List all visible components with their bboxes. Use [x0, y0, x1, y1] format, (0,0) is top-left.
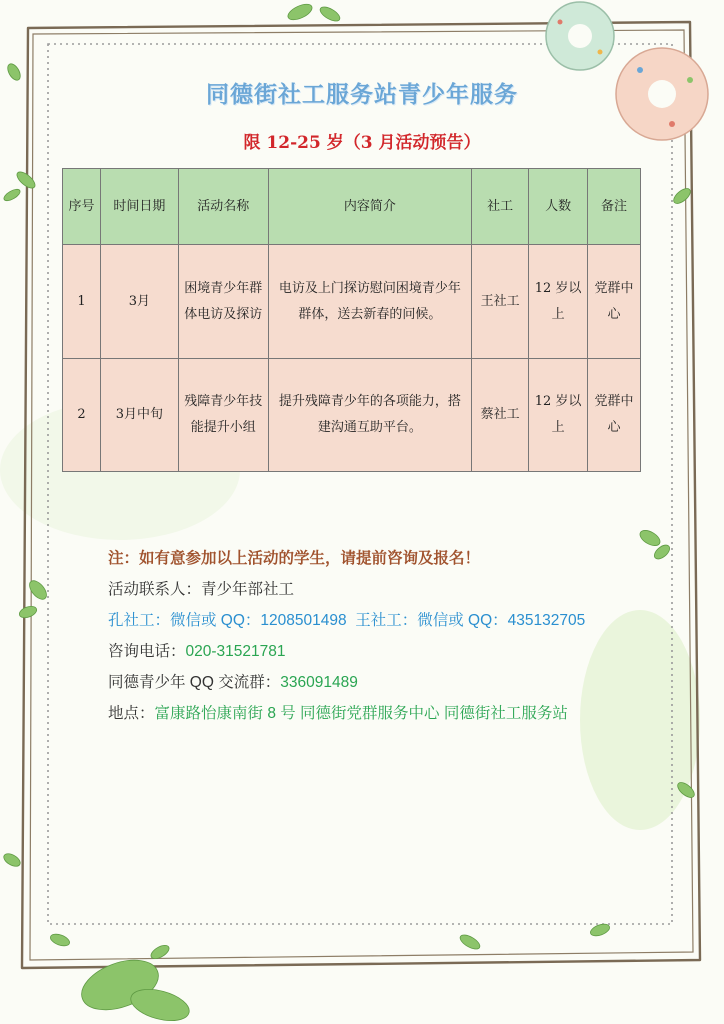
table-row: [63, 245, 641, 359]
wechat-line: [108, 605, 585, 636]
cell-intro: 电访及上门探访慰问困境青少年群体，送去新春的问候。: [268, 245, 472, 359]
qq-group-line: [108, 667, 585, 698]
cell-no: 2: [63, 359, 101, 472]
address-label: 地点：: [108, 705, 155, 722]
cell-worker: 蔡社工: [472, 359, 529, 472]
column-header: 备注: [588, 169, 641, 245]
cell-date: 3月中旬: [100, 359, 178, 472]
column-header: 人数: [529, 169, 588, 245]
phone-line: [108, 636, 585, 667]
table-row: [63, 359, 641, 472]
cell-no: 1: [63, 245, 101, 359]
cell-name: 困境青少年群体电访及探访: [178, 245, 268, 359]
cell-note: 党群中心: [588, 359, 641, 472]
page-title: 同德街社工服务站青少年服务: [206, 82, 518, 108]
cell-note: 党群中心: [588, 245, 641, 359]
cell-people: 12 岁以上: [529, 245, 588, 359]
column-header: 活动名称: [178, 169, 268, 245]
contact-label: 活动联系人：: [108, 581, 202, 598]
wechat-wang: 王社工：微信或 QQ：435132705: [355, 612, 586, 629]
cell-worker: 王社工: [472, 245, 529, 359]
cell-people: 12 岁以上: [529, 359, 588, 472]
qq-group-label: 同德青少年 QQ 交流群：: [108, 674, 281, 691]
contact-value: 青少年部社工: [201, 581, 295, 598]
wechat-kong: 孔社工：微信或 QQ：1208501498: [108, 612, 347, 629]
table-header-row: [63, 169, 641, 245]
page-subtitle: 限 12-25 岁（3 月活动预告）: [243, 133, 481, 153]
column-header: 序号: [63, 169, 101, 245]
cell-name: 残障青少年技能提升小组: [178, 359, 268, 472]
activity-table: [62, 168, 641, 472]
cell-date: 3月: [100, 245, 178, 359]
column-header: 社工: [472, 169, 529, 245]
phone-value: 020-31521781: [185, 643, 286, 660]
cell-intro: 提升残障青少年的各项能力，搭建沟通互助平台。: [268, 359, 472, 472]
column-header: 时间日期: [100, 169, 178, 245]
signup-notice: 注：如有意参加以上活动的学生，请提前咨询及报名！: [108, 550, 481, 567]
address-line: [108, 698, 585, 729]
address-value: 富康路怡康南街 8 号 同德街党群服务中心 同德街社工服务站: [154, 705, 568, 722]
contact-line: [108, 574, 585, 605]
notes-block: [108, 543, 585, 729]
phone-label: 咨询电话：: [108, 643, 186, 660]
qq-group-value: 336091489: [280, 674, 358, 691]
column-header: 内容简介: [268, 169, 472, 245]
